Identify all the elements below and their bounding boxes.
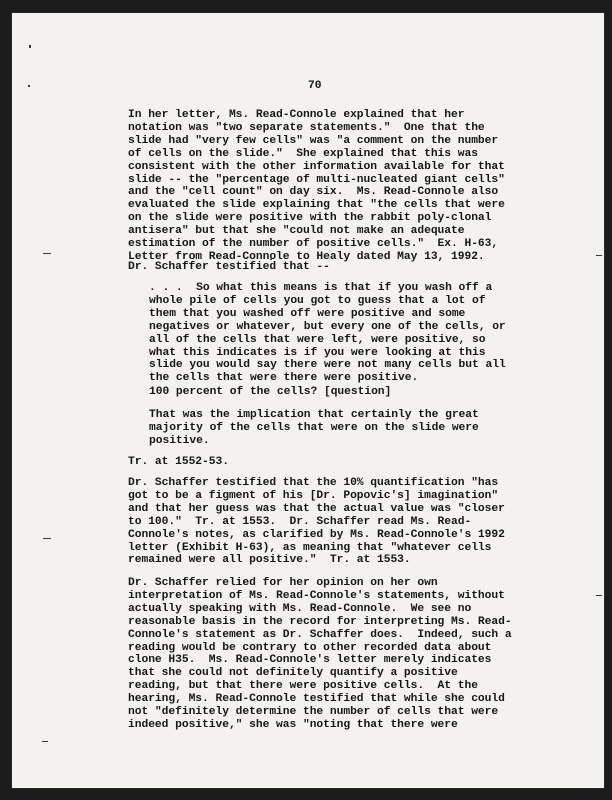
block-quote-answer: That was the implication that certainly the great majority of the cells that were on the slide were positive. — [149, 409, 479, 447]
testimony-intro: Dr. Schaffer testified that -- — [128, 261, 330, 273]
page-number: 70 — [308, 80, 322, 92]
scan-speck — [43, 253, 51, 254]
transcript-citation: Tr. at 1552-53. — [128, 456, 229, 468]
scan-speck — [43, 538, 51, 539]
scan-speck — [28, 85, 30, 87]
paragraph-interpretation: Dr. Schaffer relied for her opinion on her own interpretation of Ms. Read-Connole's statements, without actually speaking with Ms. Read-Connole. We see no reasonable basis in the record for interpreting Ms. Read- Connole's statement as Dr. Schaffer does. Indeed, such a reading would be contrary to other recorded data about clone H35. Ms. Read-Connole's letter merely indicates that she could not definitely quantify a positive reading, but that there were positive cells. At the hearing, Ms. Read-Connole testified that while she could not "definitely determine the number of cells that were indeed positive," she was "noting that there were — [128, 577, 512, 731]
paragraph-quantification: Dr. Schaffer testified that the 10% quantification "has got to be a figment of his [Dr. Popovic's] imagination" and that her guess was that the actual value was "closer to 100." Tr. at 1553. Dr. Schaffer read Ms. Read- Connole's notes, as clarified by Ms. Read-Connole's 1992 letter (Exhibit H-63), as meaning that "whatever cells remained were all positive." Tr. at 1553. — [128, 477, 505, 567]
scan-speck — [29, 45, 31, 48]
paragraph-letter-explanation: In her letter, Ms. Read-Connole explained that her notation was "two separate statements." One that the slide had "very few cells" was "a comment on the number of cells on the slide." She explained that this was consistent with the other information available for that slide -- the "percentage of multi-nucleated giant cells" and the "cell count" on day six. Ms. Read-Connole also evaluated the slide explaining that "the cells that were on the slide were positive with the rabbit poly-clonal antisera" but that she "could not make an adequate estimation of the number of positive cells." Ex. H-63, Letter from Read-Connole to Healy dated May 13, 1992. — [128, 109, 505, 263]
block-quote-testimony: . . . So what this means is that if you wash off a whole pile of cells you got to guess that a lot of them that you washed off were positive and some negatives or whatever, but every one of the cells, or all of the cells that were left, were positive, so what this indicates is if you were looking at this slide you would say there were not many cells but all the cells that were there were positive. — [149, 282, 506, 385]
block-quote-question: 100 percent of the cells? [question] — [149, 386, 392, 398]
scan-speck — [596, 595, 602, 596]
scan-speck — [596, 255, 602, 256]
scan-speck — [42, 741, 48, 742]
